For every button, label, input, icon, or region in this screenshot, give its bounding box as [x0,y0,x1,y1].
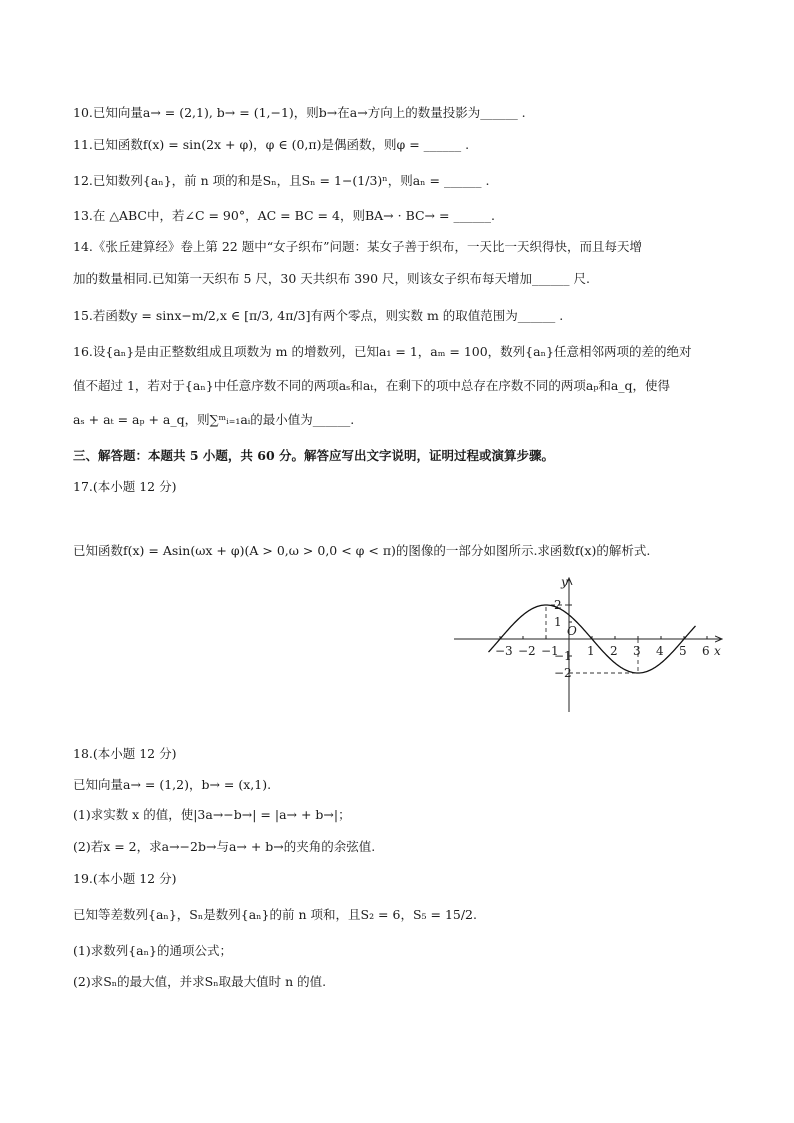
y-tick-label: −2 [554,666,572,680]
question-16-line-2: 值不超过 1，若对于{aₙ}中任意序数不同的两项aₛ和aₜ，在剩下的项中总存在序数不同的两项aₚ和a_q，使得 [73,378,671,393]
y-tick-label: 1 [554,615,562,629]
sine-graph [452,576,727,716]
question-19-part-1: (1)求数列{aₙ}的通项公式； [73,943,232,958]
question-13: 13.在 △ABC中，若∠C = 90°，AC = BC = 4，则BA→ · BC→ = ______. [73,208,495,223]
x-tick-label: 1 [587,644,595,658]
x-tick-label: 4 [656,644,664,658]
x-tick-label: −2 [518,644,536,658]
x-tick-label: 2 [610,644,618,658]
question-17-text: 已知函数f(x) = Asin(ωx + φ)(A > 0,ω > 0,0 < φ < π)的图像的一部分如图所示.求函数f(x)的解析式. [73,543,651,558]
section-3-heading: 三、解答题：本题共 5 小题，共 60 分。解答应写出文字说明，证明过程或演算步骤。 [73,448,555,463]
origin-label: O [567,624,577,638]
x-axis-label: x [714,644,721,658]
question-14-line-2: 加的数量相同.已知第一天织布 5 尺，30 天共织布 390 尺，则该女子织布每天增加______ 尺. [73,271,591,286]
question-18-part-2: (2)若x = 2，求a→−2b→与a→ + b→的夹角的余弦值. [73,839,376,854]
question-19-part-2: (2)求Sₙ的最大值，并求Sₙ取最大值时 n 的值. [73,974,327,989]
question-17-title: 17.(本小题 12 分) [73,479,177,494]
question-19-title: 19.(本小题 12 分) [73,871,177,886]
question-19-given: 已知等差数列{aₙ}，Sₙ是数列{aₙ}的前 n 项和，且S₂ = 6，S₅ = 15/2. [73,907,477,922]
question-10: 10.已知向量a→ = (2,1), b→ = (1,−1)，则b→在a→方向上的数量投影为______ . [73,105,526,120]
question-16-line-3: aₛ + aₜ = aₚ + a_q，则∑ᵐᵢ₌₁aᵢ的最小值为______. [73,412,355,427]
question-14-line-1: 14.《张丘建算经》卷上第 22 题中“女子织布”问题：某女子善于织布，一天比一天织得快，而且每天增 [73,239,643,254]
x-tick-label: −1 [541,644,559,658]
y-tick-label: −1 [554,649,572,663]
x-tick-label: −3 [495,644,513,658]
question-16-line-1: 16.设{aₙ}是由正整数组成且项数为 m 的增数列，已知a₁ = 1，aₘ = 100，数列{aₙ}任意相邻两项的差的绝对 [73,344,692,359]
x-tick-label: 5 [679,644,687,658]
x-tick-label: 6 [702,644,710,658]
question-12: 12.已知数列{aₙ}，前 n 项的和是Sₙ，且Sₙ = 1−(1/3)ⁿ，则aₙ = ______ . [73,173,490,188]
question-15: 15.若函数y = sinx−m/2,x ∈ [π/3, 4π/3]有两个零点，则实数 m 的取值范围为______ . [73,308,564,323]
x-tick-label: 3 [633,644,641,658]
y-axis-label: y [561,576,568,589]
question-11: 11.已知函数f(x) = sin(2x + φ)，φ ∈ (0,π)是偶函数，则φ = ______ . [73,137,470,152]
question-18-given: 已知向量a→ = (1,2)，b→ = (x,1). [73,777,272,792]
sine-graph-figure [452,576,727,716]
y-tick-label: 2 [554,598,562,612]
question-18-title: 18.(本小题 12 分) [73,746,177,761]
question-18-part-1: (1)求实数 x 的值，使|3a→−b→| = |a→ + b→|； [73,807,351,822]
